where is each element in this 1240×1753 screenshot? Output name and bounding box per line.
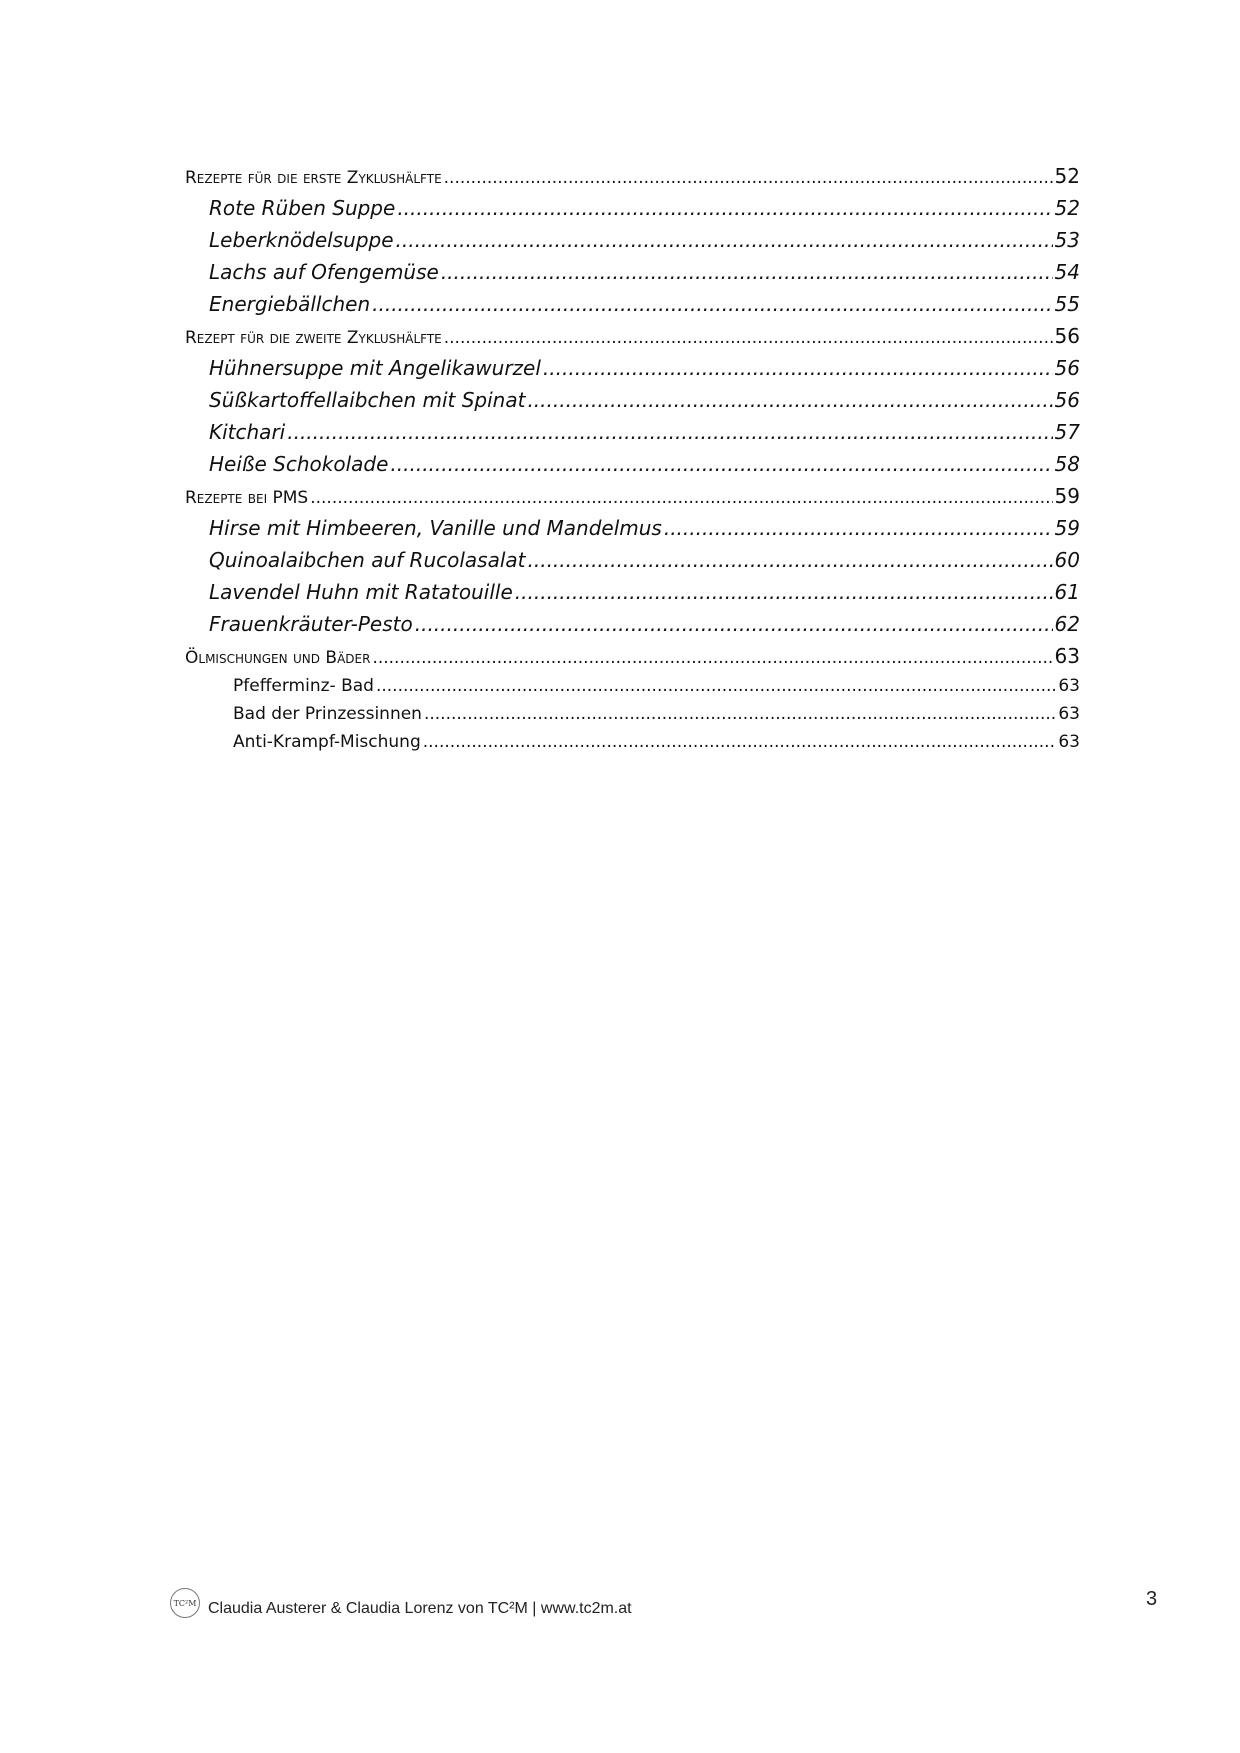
- toc-entry-page: 60: [1054, 548, 1080, 572]
- toc-leader-dots: [397, 196, 1052, 220]
- toc-entry-page: 56: [1054, 388, 1080, 412]
- toc-entry-page: 54: [1054, 260, 1080, 284]
- toc-entry-title: Anti-Krampf-Mischung: [233, 732, 421, 752]
- toc-entry-title: Rote Rüben Suppe: [209, 196, 396, 220]
- toc-leader-dots: [310, 488, 1052, 508]
- toc-leader-dots: [423, 732, 1057, 752]
- toc-entry-title: Hirse mit Himbeeren, Vanille und Mandelmus: [209, 516, 662, 540]
- toc-leader-dots: [527, 388, 1052, 412]
- toc-entry-page: 53: [1054, 228, 1080, 252]
- toc-leader-dots: [390, 452, 1052, 476]
- toc-entry-title: Bad der Prinzessinnen: [233, 704, 422, 724]
- toc-entry[interactable]: [185, 704, 1080, 732]
- toc-entry-title: Lachs auf Ofengemüse: [209, 260, 439, 284]
- toc-entry-title: Süßkartoffellaibchen mit Spinat: [209, 388, 526, 412]
- toc-entry-page: 57: [1054, 420, 1080, 444]
- toc-leader-dots: [528, 548, 1053, 572]
- toc-entry-page: 52: [1054, 196, 1080, 220]
- toc-entry[interactable]: [185, 452, 1080, 484]
- tc2m-logo-icon: TC²M: [170, 1588, 200, 1618]
- toc-entry-page: 63: [1058, 704, 1080, 724]
- toc-leader-dots: [543, 356, 1053, 380]
- toc-entry-page: 62: [1054, 612, 1080, 636]
- toc-entry[interactable]: [185, 228, 1080, 260]
- toc-entry-title: Hühnersuppe mit Angelikawurzel: [209, 356, 541, 380]
- toc-entry-page: 56: [1054, 356, 1080, 380]
- toc-entry[interactable]: [185, 388, 1080, 420]
- toc-entry-title: Quinoalaibchen auf Rucolasalat: [209, 548, 526, 572]
- toc-entry[interactable]: [185, 580, 1080, 612]
- toc-entry-title: Ölmischungen und Bäder: [185, 648, 371, 668]
- toc-entry[interactable]: [185, 732, 1080, 760]
- toc-entry-title: Rezept für die zweite Zyklushälfte: [185, 328, 442, 348]
- toc-entry-page: 52: [1054, 164, 1080, 188]
- footer-text: Claudia Austerer & Claudia Lorenz von TC²M | www.tc2m.at: [208, 1600, 632, 1617]
- toc-leader-dots: [376, 676, 1056, 696]
- toc-entry[interactable]: [185, 260, 1080, 292]
- toc-leader-dots: [441, 260, 1053, 284]
- toc-entry-page: 63: [1058, 732, 1080, 752]
- toc-entry[interactable]: [185, 356, 1080, 388]
- toc-entry[interactable]: [185, 420, 1080, 452]
- toc-entry[interactable]: [185, 516, 1080, 548]
- toc-entry-page: 55: [1054, 292, 1080, 316]
- page-footer: [170, 1588, 632, 1618]
- toc-leader-dots: [444, 328, 1053, 348]
- table-of-contents: [185, 164, 1080, 760]
- toc-leader-dots: [415, 612, 1053, 636]
- toc-leader-dots: [424, 704, 1056, 724]
- toc-entry-title: Rezepte für die erste Zyklushälfte: [185, 168, 442, 188]
- toc-entry-page: 61: [1054, 580, 1080, 604]
- toc-entry-title: Lavendel Huhn mit Ratatouille: [209, 580, 513, 604]
- toc-entry-title: Pfefferminz- Bad: [233, 676, 374, 696]
- toc-entry[interactable]: [185, 164, 1080, 196]
- toc-entry[interactable]: [185, 196, 1080, 228]
- toc-entry-page: 56: [1054, 324, 1080, 348]
- toc-entry[interactable]: [185, 612, 1080, 644]
- toc-leader-dots: [515, 580, 1053, 604]
- toc-entry[interactable]: [185, 644, 1080, 676]
- toc-entry-page: 58: [1054, 452, 1080, 476]
- toc-entry[interactable]: [185, 324, 1080, 356]
- toc-entry-page: 63: [1054, 644, 1080, 668]
- toc-entry-title: Frauenkräuter-Pesto: [209, 612, 413, 636]
- toc-entry-title: Leberknödelsuppe: [209, 228, 394, 252]
- toc-leader-dots: [372, 648, 1052, 668]
- toc-entry[interactable]: [185, 484, 1080, 516]
- toc-leader-dots: [372, 292, 1052, 316]
- toc-entry[interactable]: [185, 292, 1080, 324]
- toc-entry-page: 59: [1054, 484, 1080, 508]
- toc-leader-dots: [396, 228, 1053, 252]
- toc-entry[interactable]: [185, 676, 1080, 704]
- toc-entry[interactable]: [185, 548, 1080, 580]
- toc-leader-dots: [287, 420, 1052, 444]
- toc-leader-dots: [664, 516, 1053, 540]
- toc-leader-dots: [444, 168, 1053, 188]
- toc-entry-title: Kitchari: [209, 420, 286, 444]
- toc-entry-page: 63: [1058, 676, 1080, 696]
- toc-entry-title: Rezepte bei PMS: [185, 488, 309, 508]
- toc-entry-page: 59: [1054, 516, 1080, 540]
- toc-entry-title: Heiße Schokolade: [209, 452, 389, 476]
- toc-entry-title: Energiebällchen: [209, 292, 371, 316]
- page-number: 3: [1146, 1588, 1158, 1610]
